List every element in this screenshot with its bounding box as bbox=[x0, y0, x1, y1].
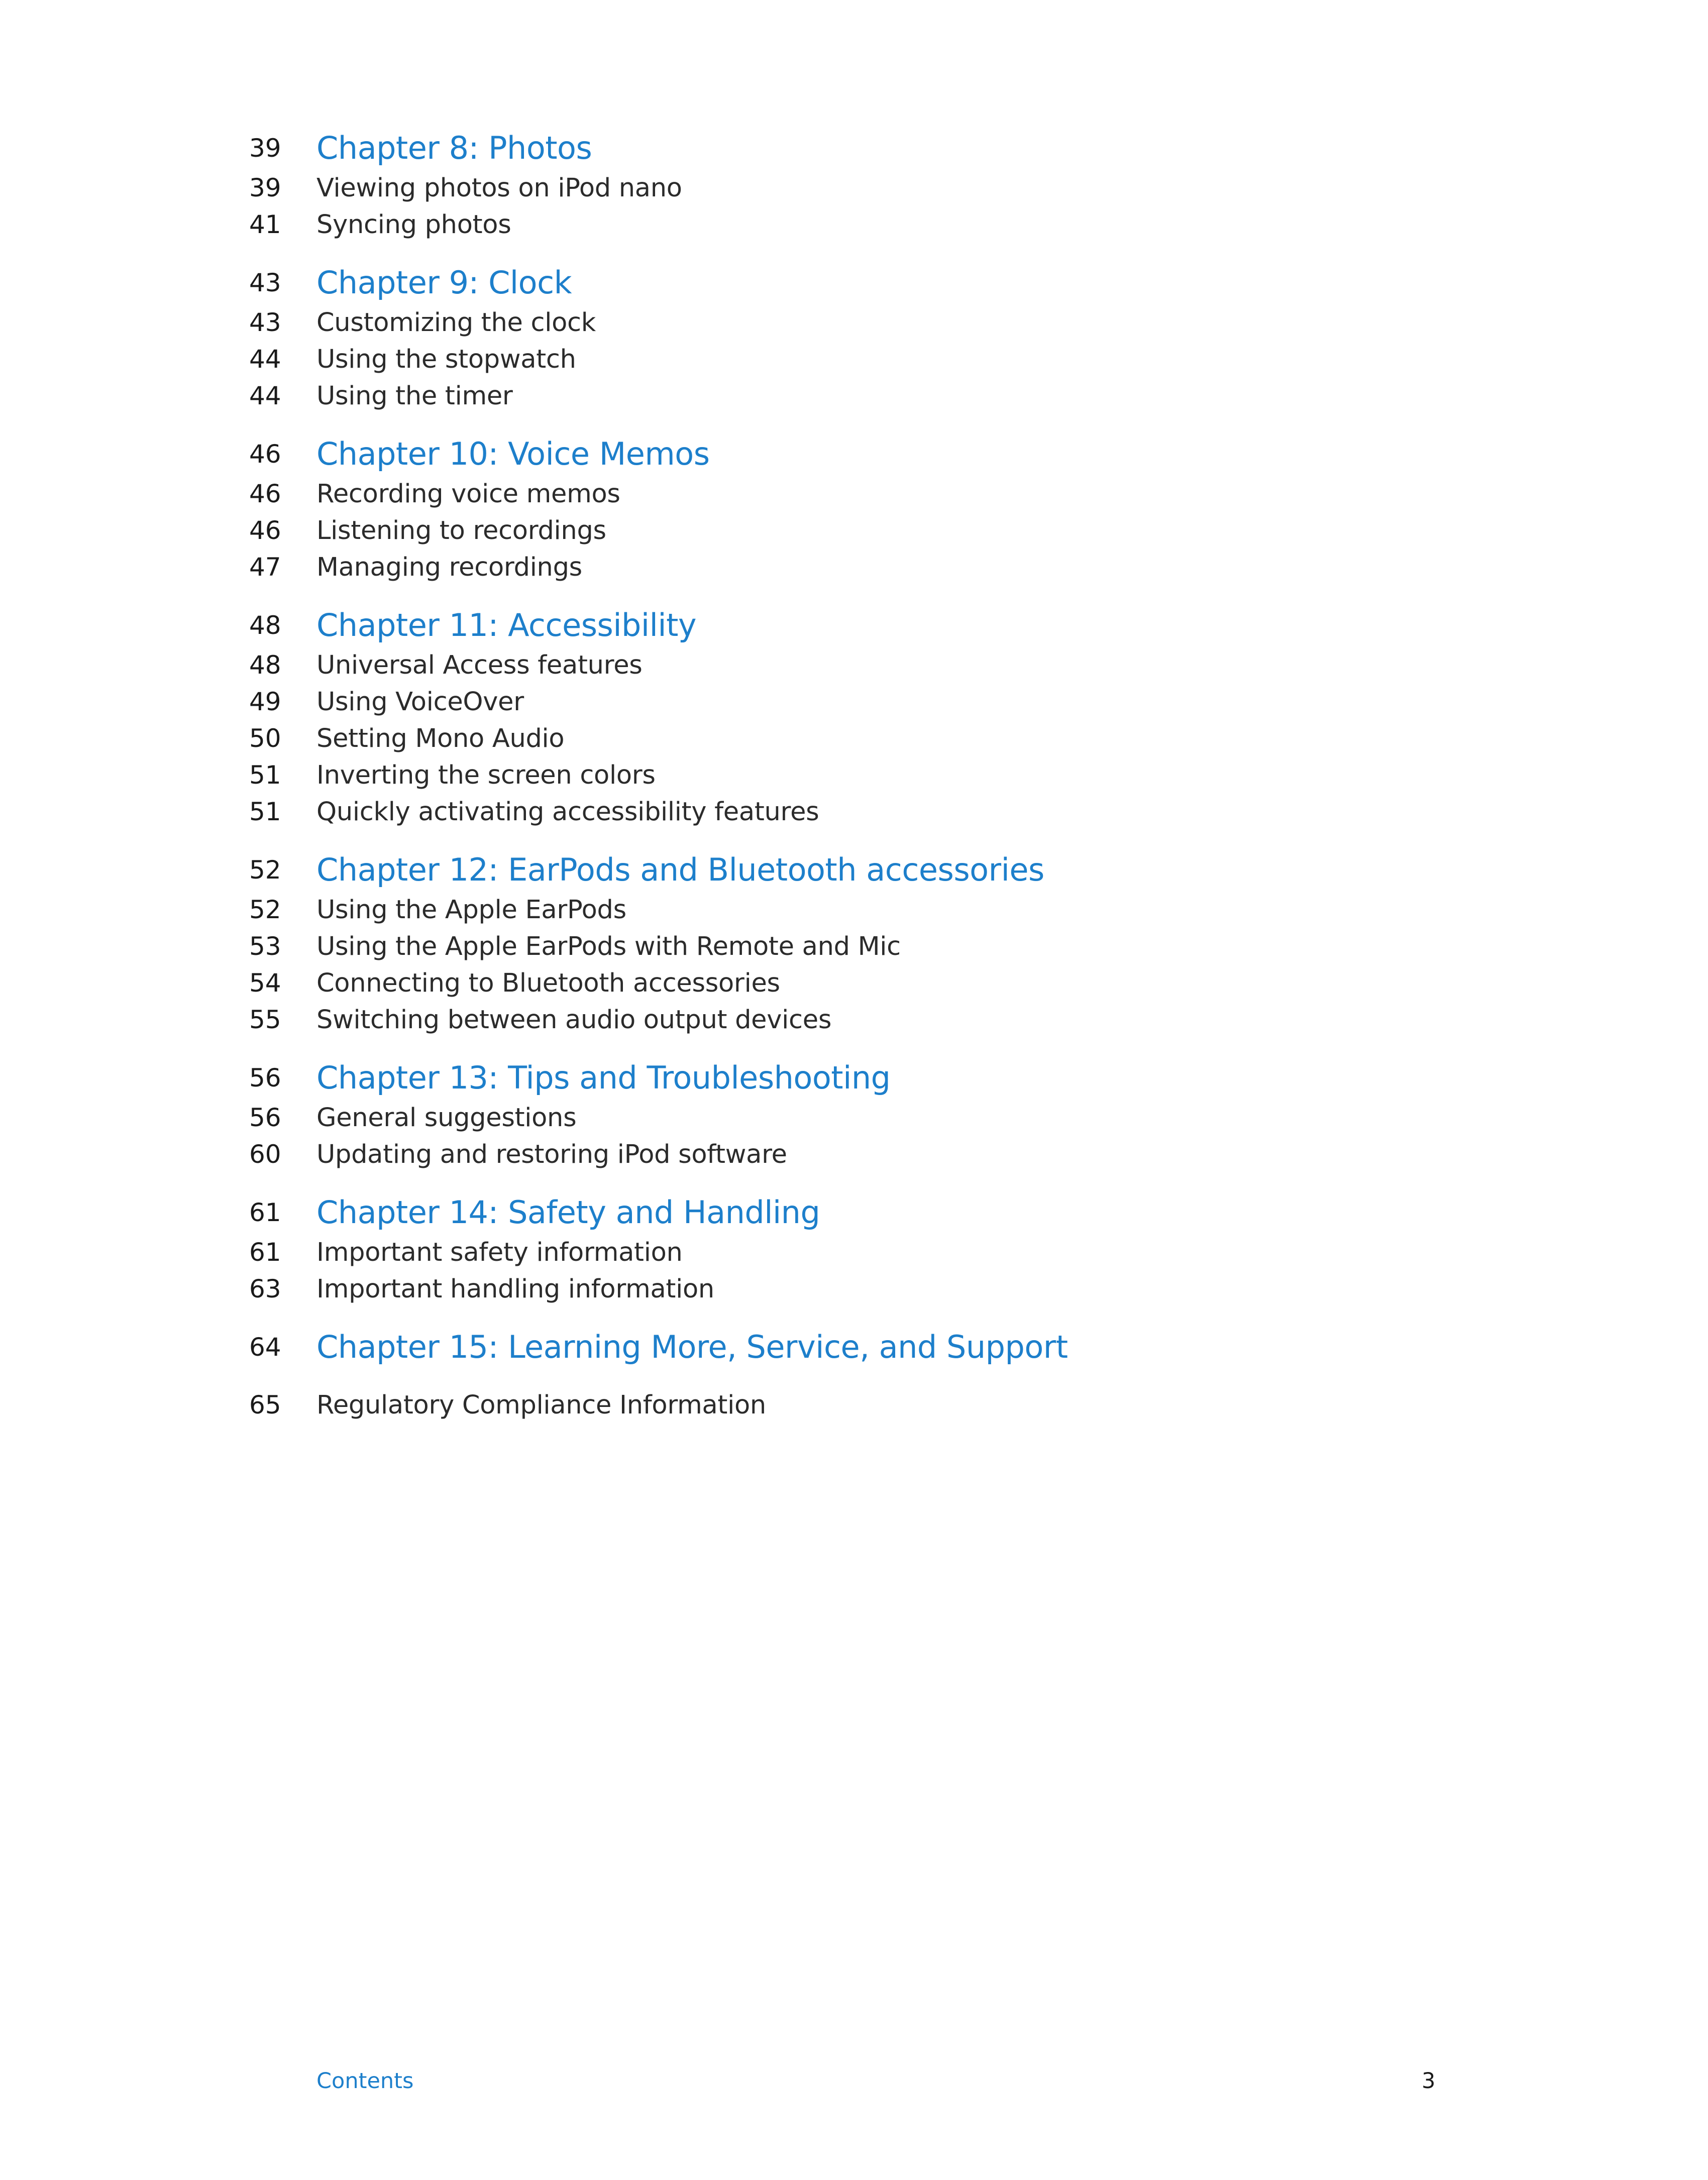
chapter-page-number: 48 bbox=[249, 611, 281, 640]
toc-chapter-9 bbox=[0, 261, 1708, 414]
chapter-page-number: 39 bbox=[249, 134, 281, 163]
section-title: Updating and restoring iPod software bbox=[316, 1140, 787, 1169]
toc-section-row[interactable] bbox=[0, 647, 1708, 684]
chapter-page-number: 52 bbox=[249, 855, 281, 885]
chapter-heading-row[interactable] bbox=[0, 604, 1708, 647]
chapter-title: Chapter 15: Learning More, Service, and Support bbox=[316, 1329, 1068, 1365]
toc-chapter-12 bbox=[0, 848, 1708, 1038]
toc-section-row[interactable] bbox=[0, 684, 1708, 720]
toc-section-row[interactable] bbox=[0, 1136, 1708, 1173]
section-page-number: 55 bbox=[249, 1005, 281, 1034]
chapter-title: Chapter 12: EarPods and Bluetooth accessories bbox=[316, 851, 1044, 888]
chapter-page-number: 43 bbox=[249, 268, 281, 297]
toc-section-row[interactable] bbox=[0, 378, 1708, 414]
chapter-heading-row[interactable] bbox=[0, 127, 1708, 170]
section-title: Regulatory Compliance Information bbox=[316, 1390, 766, 1420]
section-title: Using the Apple EarPods with Remote and Mic bbox=[316, 932, 901, 961]
section-page-number: 44 bbox=[249, 381, 281, 410]
toc-section-row[interactable] bbox=[0, 304, 1708, 341]
toc-section-row[interactable] bbox=[0, 206, 1708, 243]
section-title: Recording voice memos bbox=[316, 479, 620, 509]
chapter-heading-row[interactable] bbox=[0, 432, 1708, 476]
toc-chapter-15 bbox=[0, 1326, 1708, 1369]
toc-section-row[interactable] bbox=[0, 794, 1708, 830]
toc-section-row[interactable] bbox=[0, 928, 1708, 965]
toc-section-row[interactable] bbox=[0, 341, 1708, 378]
toc-section-row[interactable] bbox=[0, 1234, 1708, 1271]
chapter-title: Chapter 11: Accessibility bbox=[316, 607, 697, 643]
section-page-number: 51 bbox=[249, 760, 281, 790]
chapter-title: Chapter 10: Voice Memos bbox=[316, 435, 710, 472]
section-title: Syncing photos bbox=[316, 210, 511, 240]
chapter-title: Chapter 14: Safety and Handling bbox=[316, 1194, 820, 1231]
section-page-number: 61 bbox=[249, 1238, 281, 1267]
toc-section-row[interactable] bbox=[0, 1271, 1708, 1307]
toc-section-row[interactable] bbox=[0, 1100, 1708, 1136]
section-page-number: 60 bbox=[249, 1140, 281, 1169]
toc-chapter-10 bbox=[0, 432, 1708, 586]
toc-chapter-8 bbox=[0, 127, 1708, 243]
toc-section-row[interactable] bbox=[0, 512, 1708, 549]
section-title: Using VoiceOver bbox=[316, 687, 524, 717]
toc-section-row[interactable] bbox=[0, 549, 1708, 586]
section-page-number: 39 bbox=[249, 173, 281, 202]
section-title: General suggestions bbox=[316, 1103, 577, 1133]
toc-section-row[interactable] bbox=[0, 170, 1708, 206]
section-page-number: 46 bbox=[249, 516, 281, 545]
chapter-page-number: 64 bbox=[249, 1333, 281, 1362]
section-title: Using the Apple EarPods bbox=[316, 895, 626, 925]
section-title: Important handling information bbox=[316, 1274, 714, 1304]
footer-section-label: Contents bbox=[316, 2068, 414, 2094]
toc-section-row[interactable] bbox=[0, 965, 1708, 1002]
section-title: Inverting the screen colors bbox=[316, 760, 656, 790]
toc-chapter-13 bbox=[0, 1056, 1708, 1173]
chapter-heading-row[interactable] bbox=[0, 261, 1708, 304]
chapter-title: Chapter 13: Tips and Troubleshooting bbox=[316, 1059, 891, 1096]
chapter-page-number: 61 bbox=[249, 1198, 281, 1227]
toc-chapter-11 bbox=[0, 604, 1708, 830]
table-of-contents bbox=[0, 127, 1708, 1424]
section-page-number: 63 bbox=[249, 1274, 281, 1303]
chapter-title: Chapter 9: Clock bbox=[316, 264, 572, 301]
section-title: Universal Access features bbox=[316, 650, 643, 680]
page-footer bbox=[0, 2068, 1708, 2104]
section-title: Quickly activating accessibility features bbox=[316, 797, 819, 827]
section-page-number: 65 bbox=[249, 1390, 281, 1420]
section-page-number: 46 bbox=[249, 479, 281, 508]
section-page-number: 48 bbox=[249, 650, 281, 680]
chapter-page-number: 46 bbox=[249, 440, 281, 469]
section-page-number: 47 bbox=[249, 553, 281, 582]
section-title: Switching between audio output devices bbox=[316, 1005, 832, 1035]
section-title: Using the timer bbox=[316, 381, 513, 411]
toc-chapter-14 bbox=[0, 1191, 1708, 1307]
toc-section-row[interactable] bbox=[0, 720, 1708, 757]
section-page-number: 56 bbox=[249, 1103, 281, 1132]
chapter-heading-row[interactable] bbox=[0, 1056, 1708, 1100]
section-title: Customizing the clock bbox=[316, 308, 596, 338]
section-page-number: 49 bbox=[249, 687, 281, 716]
toc-section-row[interactable] bbox=[0, 1387, 1708, 1424]
section-title: Viewing photos on iPod nano bbox=[316, 173, 682, 203]
section-title: Connecting to Bluetooth accessories bbox=[316, 968, 780, 998]
section-title: Listening to recordings bbox=[316, 516, 606, 546]
chapter-title: Chapter 8: Photos bbox=[316, 130, 592, 166]
toc-section-row[interactable] bbox=[0, 892, 1708, 928]
section-title: Setting Mono Audio bbox=[316, 724, 565, 753]
section-page-number: 51 bbox=[249, 797, 281, 826]
toc-section-row[interactable] bbox=[0, 1002, 1708, 1038]
chapter-heading-row[interactable] bbox=[0, 1326, 1708, 1369]
chapter-page-number: 56 bbox=[249, 1063, 281, 1093]
footer-page-number: 3 bbox=[1422, 2068, 1436, 2094]
section-title: Using the stopwatch bbox=[316, 345, 576, 374]
section-page-number: 44 bbox=[249, 345, 281, 374]
toc-section-row[interactable] bbox=[0, 476, 1708, 512]
section-page-number: 50 bbox=[249, 724, 281, 753]
section-title: Managing recordings bbox=[316, 553, 582, 582]
section-page-number: 52 bbox=[249, 895, 281, 924]
section-page-number: 54 bbox=[249, 968, 281, 998]
section-page-number: 43 bbox=[249, 308, 281, 337]
chapter-heading-row[interactable] bbox=[0, 848, 1708, 892]
chapter-heading-row[interactable] bbox=[0, 1191, 1708, 1234]
section-page-number: 41 bbox=[249, 210, 281, 239]
toc-section-row[interactable] bbox=[0, 757, 1708, 794]
section-page-number: 53 bbox=[249, 932, 281, 961]
toc-regulatory-entry bbox=[0, 1387, 1708, 1424]
section-title: Important safety information bbox=[316, 1238, 683, 1267]
